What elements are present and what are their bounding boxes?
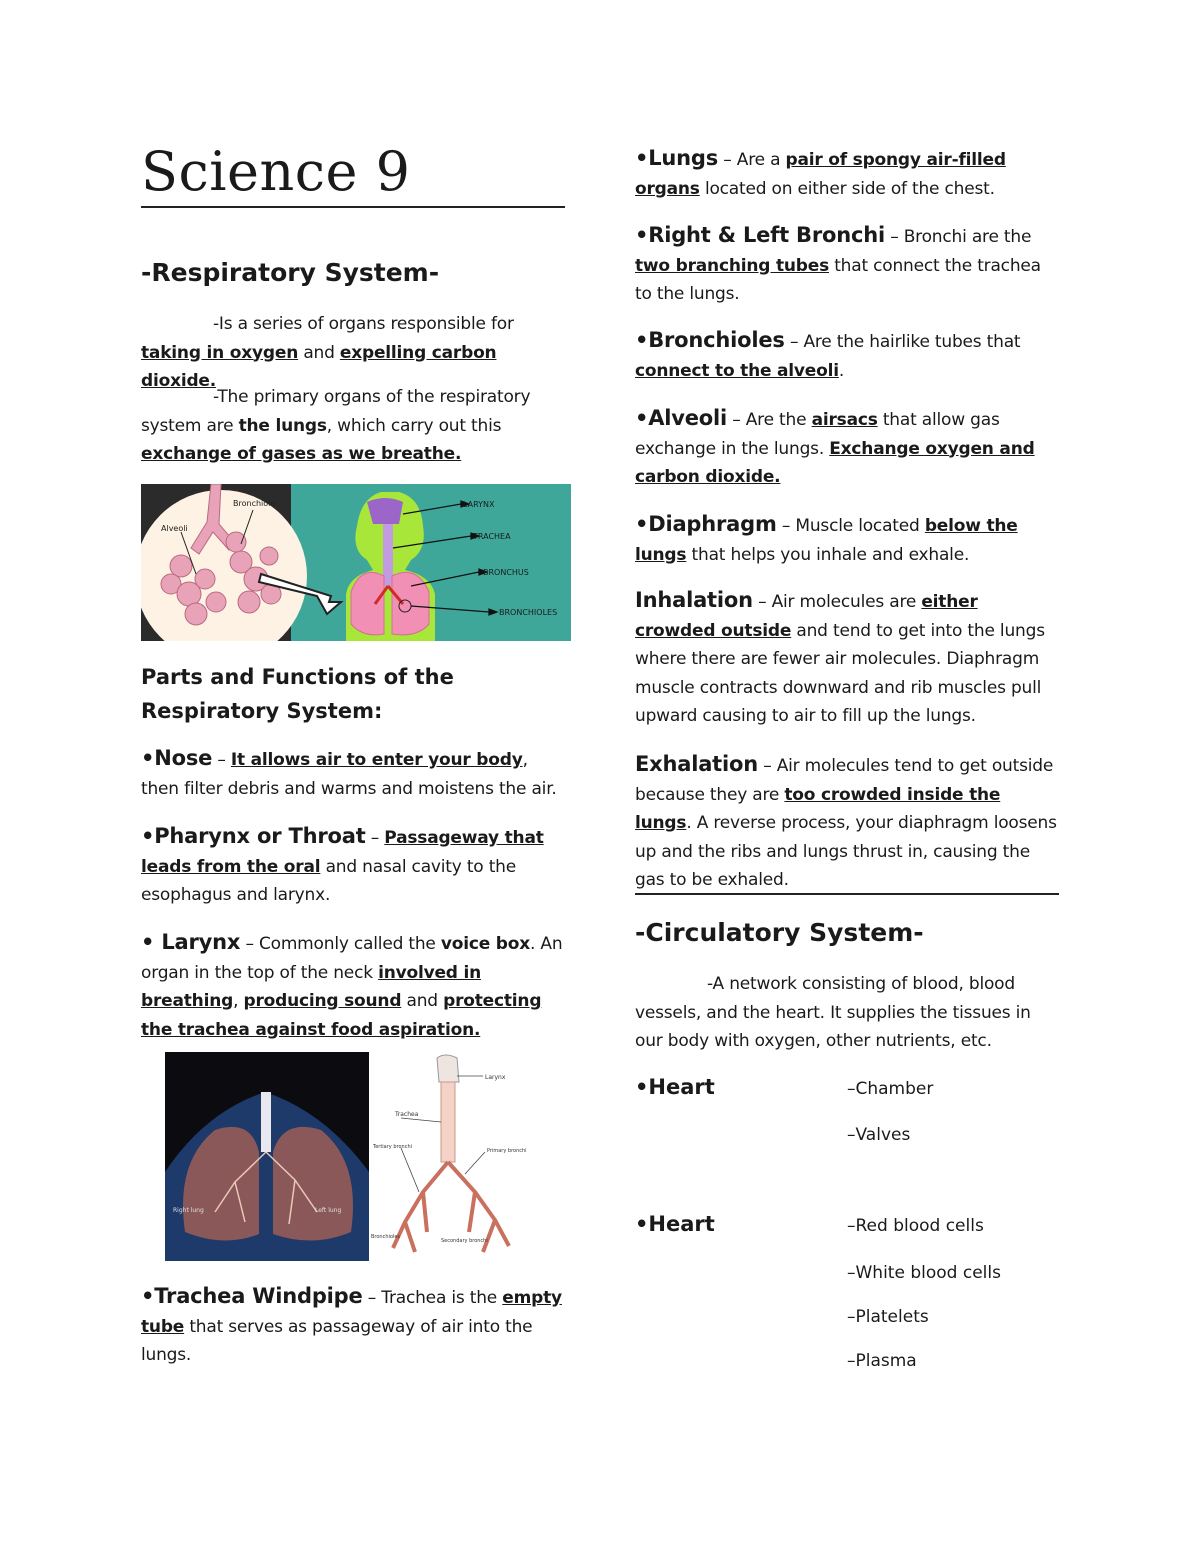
diaphragm-entry: •Diaphragm – Muscle located below the lungs that helps you inhale and exhale. — [635, 512, 1018, 565]
circulatory-heading: -Circulatory System- — [635, 918, 924, 947]
page-title: Science 9 — [141, 140, 411, 203]
larynx-entry: • Larynx – Commonly called the voice box. An organ in the top of the neck involved in breathing, producing sound and protecting the trachea against food aspiration. — [141, 930, 563, 1040]
circulatory-definition: -A network consisting of blood, blood vessels, and the heart. It supplies the tissues in our body with oxygen, other nutrients, etc. — [635, 974, 1031, 1051]
fig1-label-bronchus: BRONCHUS — [483, 568, 529, 577]
fig2-label-bronchioles: Bronchioles — [371, 1234, 401, 1240]
left-column — [141, 0, 571, 1553]
nose-entry: •Nose – It allows air to enter your body, then filter debris and warms and moistens the air. — [141, 746, 557, 799]
heart-group-2-item: –Plasma — [847, 1351, 917, 1371]
fig2-label-tertiary: Tertiary bronchi — [373, 1144, 413, 1150]
trachea-entry: •Trachea Windpipe – Trachea is the empty tube that serves as passageway of air into the lungs. — [141, 1284, 562, 1365]
fig1-label-alveoli: Alveoli — [161, 524, 188, 533]
fig2-label-right-lung: Right lung — [173, 1207, 204, 1214]
exhalation-entry: Exhalation – Air molecules tend to get outside because they are too crowded inside the lungs. A reverse process, your diaphragm loosens up and the ribs and lungs thrust in, causing the gas to be exhaled. — [635, 752, 1057, 890]
respiratory-organs-paragraph: -The primary organs of the respiratory system are the lungs, which carry out this exchange of gases as we breathe. — [141, 387, 531, 464]
parts-functions-heading: Parts and Functions of the Respiratory System: — [141, 665, 454, 723]
pharynx-entry: •Pharynx or Throat – Passageway that leads from the oral and nasal cavity to the esophagus and larynx. — [141, 824, 544, 905]
heart-group-2-item: –Platelets — [847, 1307, 929, 1327]
fig2-label-left-lung: Left lung — [315, 1207, 342, 1214]
right-column — [635, 0, 1060, 1553]
heart-group-2-term: •Heart — [635, 1212, 715, 1236]
fig2-label-primary: Primary bronchi — [487, 1148, 527, 1154]
respiratory-definition: -Is a series of organs responsible for taking in oxygen and expelling carbon dioxide. — [141, 314, 514, 391]
lungs-trachea-svg — [165, 1052, 531, 1261]
fig1-label-trachea: TRACHEA — [473, 532, 511, 541]
fig2-label-secondary: Secondary bronchi — [441, 1238, 488, 1244]
heart-group-2-item: –White blood cells — [847, 1263, 1001, 1283]
fig2-label-larynx: Larynx — [485, 1074, 506, 1081]
respiratory-diagram-svg — [141, 484, 571, 641]
alveoli-entry: •Alveoli – Are the airsacs that allow gas exchange in the lungs. Exchange oxygen and carbon dioxide. — [635, 406, 1035, 487]
bronchioles-entry: •Bronchioles – Are the hairlike tubes that connect to the alveoli. — [635, 328, 1021, 381]
lungs-trachea-image — [165, 1052, 531, 1261]
fig1-label-bronchioles: BRONCHIOLES — [499, 608, 558, 617]
title-rule — [141, 206, 565, 208]
heart-group-1-item: –Valves — [847, 1125, 911, 1145]
respiratory-heading: -Respiratory System- — [141, 258, 440, 287]
inhalation-entry: Inhalation – Air molecules are either crowded outside and tend to get into the lungs where there are fewer air molecules. Diaphragm muscle contracts downward and rib muscles pull upward causing to air to fill up the lungs. — [635, 588, 1045, 726]
respiratory-diagram-image — [141, 484, 571, 641]
fig1-label-bronchiole: Bronchiole — [233, 499, 276, 508]
heart-group-1-term: •Heart — [635, 1075, 715, 1099]
fig2-label-trachea: Trachea — [395, 1111, 419, 1118]
heart-group-2-item: –Red blood cells — [847, 1216, 984, 1236]
bronchi-entry: •Right & Left Bronchi – Bronchi are the two branching tubes that connect the trachea to the lungs. — [635, 223, 1041, 304]
heart-group-1-item: –Chamber — [847, 1079, 934, 1099]
section-divider — [635, 893, 1059, 895]
lungs-entry: •Lungs – Are a pair of spongy air-filled organs located on either side of the chest. — [635, 146, 1006, 199]
fig1-label-larynx: LARYNX — [463, 500, 495, 509]
